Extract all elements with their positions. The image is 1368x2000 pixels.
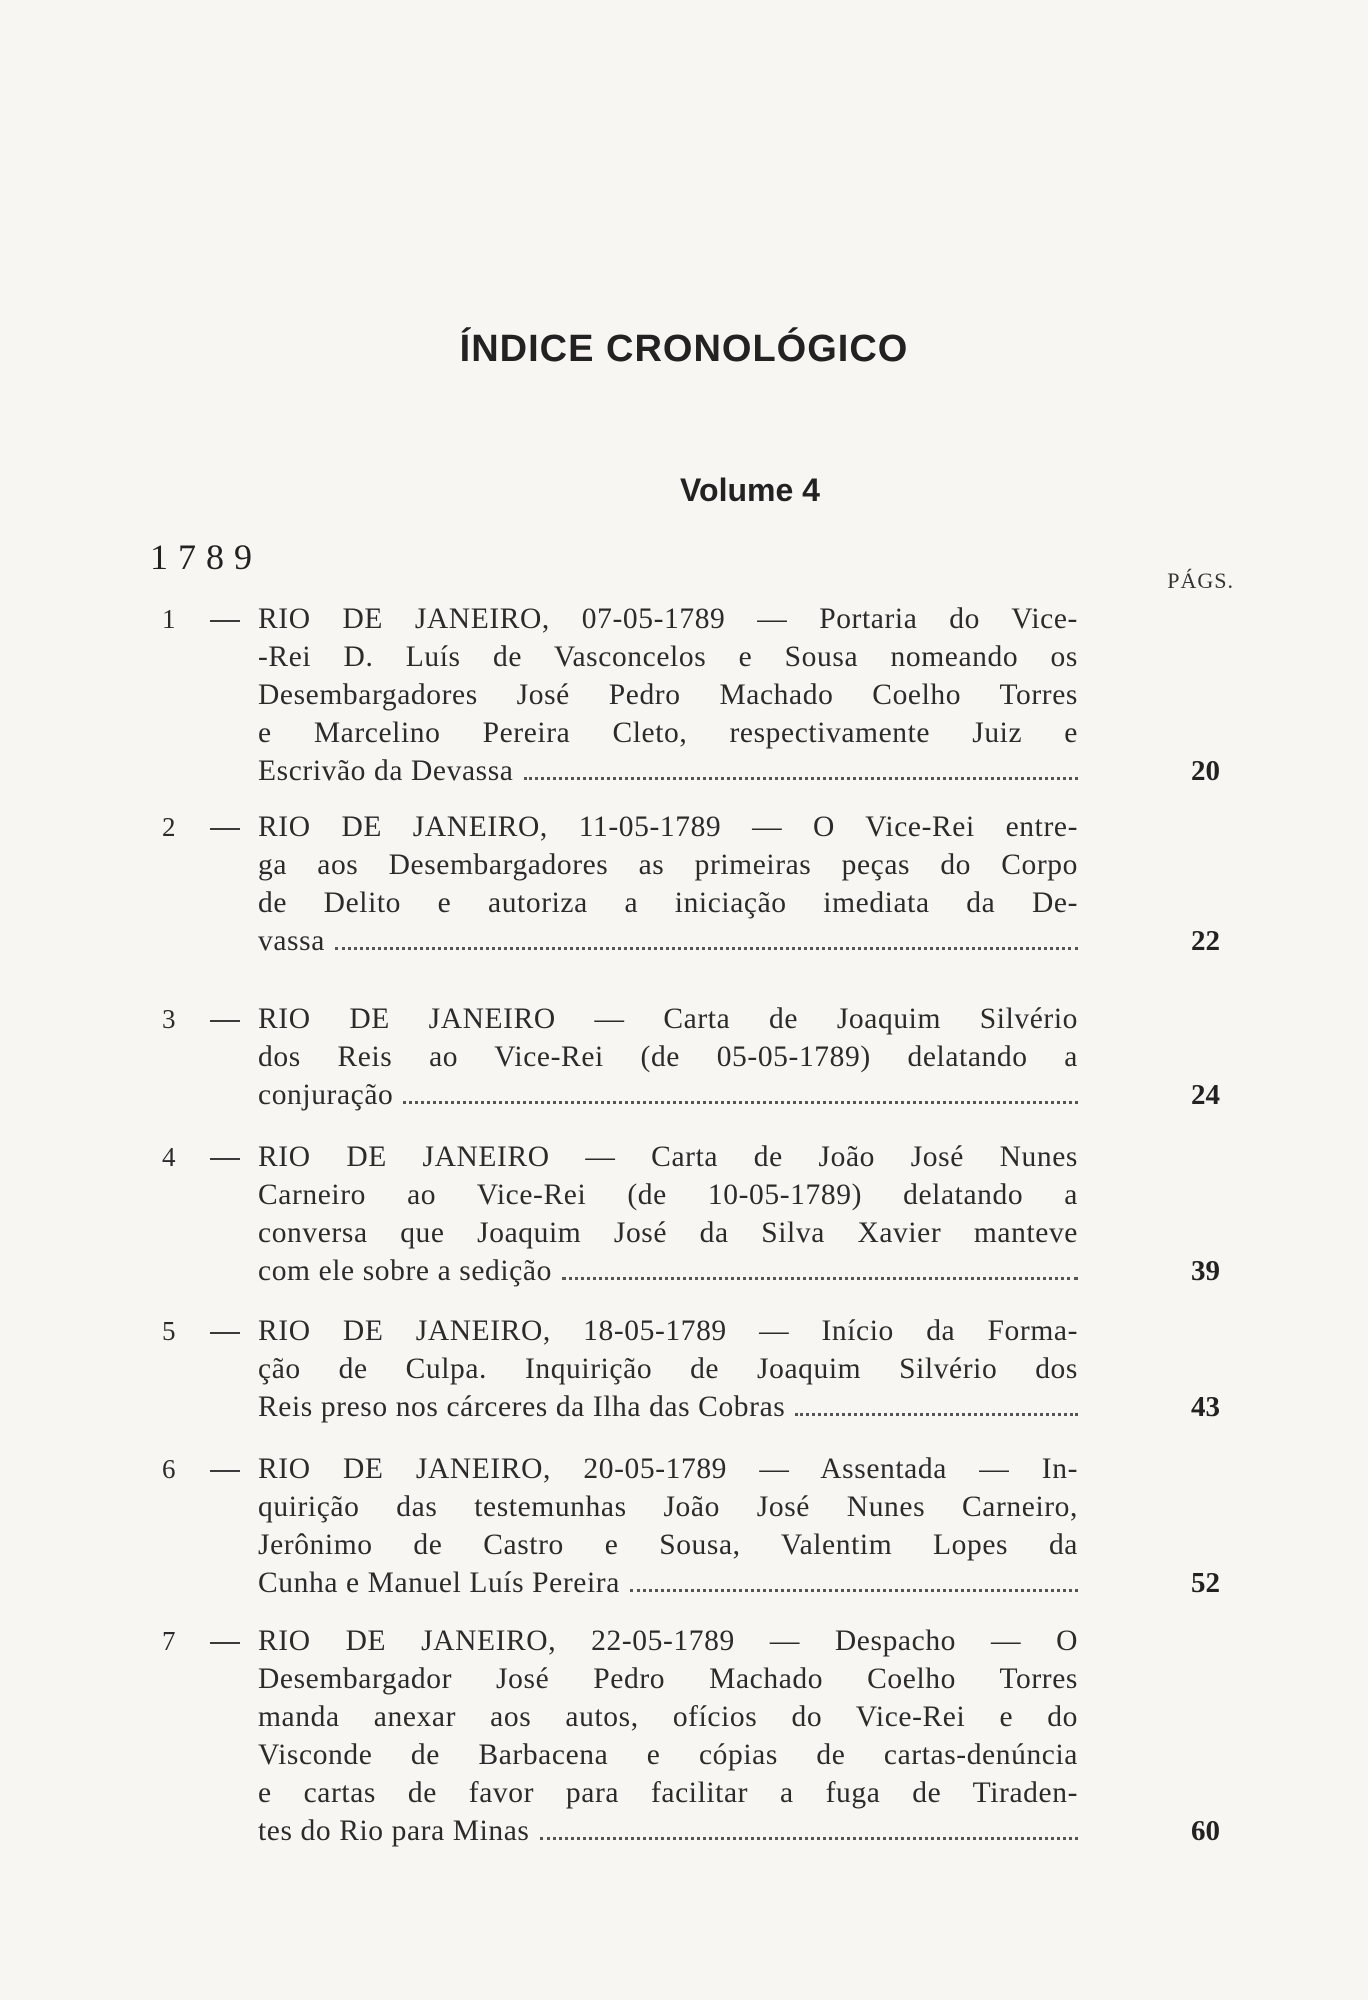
entry-page-number: 24 (1191, 1079, 1220, 1111)
entry-line: conversa que Joaquim José da Silva Xavier manteve (258, 1217, 1078, 1249)
entry-line: Reis preso nos cárceres da Ilha das Cobras (258, 1391, 786, 1423)
entry-line: de Delito e autoriza a iniciação imediata da De- (258, 887, 1078, 919)
entry-page-number: 20 (1191, 755, 1220, 787)
dot-leader (795, 1413, 1078, 1416)
dot-leader (540, 1837, 1078, 1840)
entry-dash (210, 1470, 240, 1472)
entry-dash (210, 1020, 240, 1022)
entry-line: RIO DE JANEIRO, 20-05-1789 — Assentada — In- (258, 1453, 1078, 1485)
entry-page-number: 39 (1191, 1255, 1220, 1287)
entry-dash (210, 620, 240, 622)
entry-number: 7 (162, 1626, 176, 1656)
entry-number: 1 (162, 604, 176, 634)
entry-line: dos Reis ao Vice-Rei (de 05-05-1789) delatando a (258, 1041, 1078, 1073)
dot-leader (630, 1589, 1078, 1592)
entry-line: Visconde de Barbacena e cópias de cartas-denúncia (258, 1739, 1078, 1771)
entry-page-number: 22 (1191, 925, 1220, 957)
entry-page-number: 43 (1191, 1391, 1220, 1423)
entry-line: ga aos Desembargadores as primeiras peças do Corpo (258, 849, 1078, 881)
entry-line: e cartas de favor para facilitar a fuga de Tiraden- (258, 1777, 1078, 1809)
entry-line: ção de Culpa. Inquirição de Joaquim Silvério dos (258, 1353, 1078, 1385)
dot-leader (335, 947, 1078, 950)
entry-line: manda anexar aos autos, ofícios do Vice-Rei e do (258, 1701, 1078, 1733)
entry-page-number: 52 (1191, 1567, 1220, 1599)
entry-line: com ele sobre a sedição (258, 1255, 552, 1287)
entry-number: 3 (162, 1004, 176, 1034)
entry-line: RIO DE JANEIRO, 11-05-1789 — O Vice-Rei entre- (258, 811, 1078, 843)
entry-number: 2 (162, 812, 176, 842)
page-title: ÍNDICE CRONOLÓGICO (459, 328, 909, 370)
entry-line: conjuração (258, 1079, 394, 1111)
year-heading: 1789 (150, 537, 262, 577)
entry-line: RIO DE JANEIRO, 07-05-1789 — Portaria do Vice- (258, 603, 1078, 635)
entry-line: e Marcelino Pereira Cleto, respectivamente Juiz e (258, 717, 1078, 749)
entry-line: tes do Rio para Minas (258, 1815, 530, 1847)
entry-line: -Rei D. Luís de Vasconcelos e Sousa nomeando os (258, 641, 1078, 673)
entry-line: quirição das testemunhas João José Nunes Carneiro, (258, 1491, 1078, 1523)
entry-line: RIO DE JANEIRO — Carta de João José Nunes (258, 1141, 1078, 1173)
entry-text (258, 808, 1078, 960)
entry-dash (210, 828, 240, 830)
entry-text (258, 1450, 1078, 1602)
entry-line: Desembargador José Pedro Machado Coelho Torres (258, 1663, 1078, 1695)
entry-text (258, 600, 1078, 790)
entry-text (258, 1312, 1078, 1426)
entry-line: RIO DE JANEIRO, 18-05-1789 — Início da Forma- (258, 1315, 1078, 1347)
entry-line: RIO DE JANEIRO, 22-05-1789 — Despacho — O (258, 1625, 1078, 1657)
entry-text (258, 1000, 1078, 1114)
entry-line: Cunha e Manuel Luís Pereira (258, 1567, 620, 1599)
entry-page-number: 60 (1191, 1815, 1220, 1847)
entry-number: 4 (162, 1142, 176, 1172)
entry-line: Jerônimo de Castro e Sousa, Valentim Lopes da (258, 1529, 1078, 1561)
entry-line: vassa (258, 925, 325, 957)
entry-line: Desembargadores José Pedro Machado Coelho Torres (258, 679, 1078, 711)
pages-column-label: PÁGS. (1167, 568, 1234, 593)
entry-text (258, 1622, 1078, 1850)
entry-line: RIO DE JANEIRO — Carta de Joaquim Silvério (258, 1003, 1078, 1035)
entry-dash (210, 1158, 240, 1160)
volume-heading: Volume 4 (680, 472, 820, 508)
entry-number: 6 (162, 1454, 176, 1484)
entry-line: Carneiro ao Vice-Rei (de 10-05-1789) delatando a (258, 1179, 1078, 1211)
entry-dash (210, 1642, 240, 1644)
entry-line: Escrivão da Devassa (258, 755, 514, 787)
dot-leader (403, 1101, 1078, 1104)
dot-leader (524, 777, 1079, 780)
entry-number: 5 (162, 1316, 176, 1346)
dot-leader (562, 1277, 1078, 1280)
entry-dash (210, 1332, 240, 1334)
entry-text (258, 1138, 1078, 1290)
